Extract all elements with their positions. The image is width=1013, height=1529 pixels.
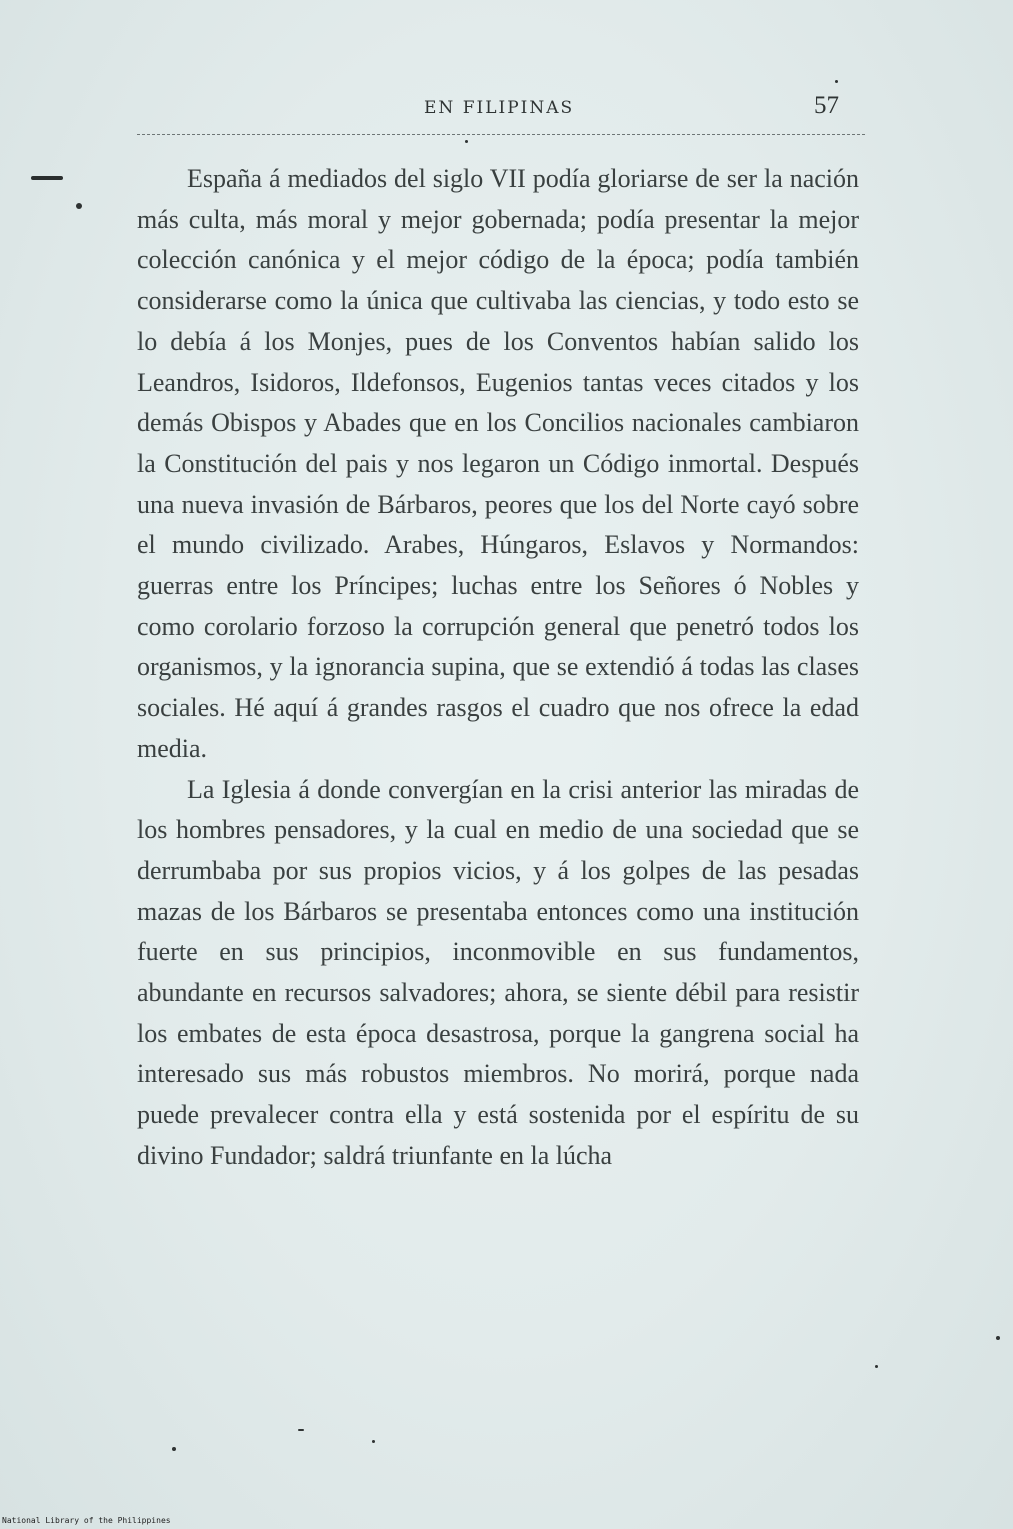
ink-speck (76, 203, 82, 209)
paragraph: La Iglesia á donde convergían en la crisi anterior las miradas de los hombres pensadores, y la cual en medio de una sociedad que se derrumbaba por sus propios vicios, y á los golpes de las pesadas mazas de los Bárbaros se presentaba entonces como una institución fuerte en sus principios, inconmovible en sus fundamentos, abundante en recursos salvadores; ahora, se siente débil para resistir los embates de esta época desastrosa, porque la gangrena social ha interesado sus más robustos miembros. No morirá, porque nada puede prevalecer contra ella y está sostenida por el espíritu de su divino Fundador; saldrá triunfante en la lúcha (137, 774, 859, 1170)
header-rule (137, 134, 865, 135)
running-head: EN FILIPINAS (424, 98, 575, 118)
body-text (137, 159, 859, 1177)
ink-speck (465, 140, 468, 143)
ink-speck (996, 1336, 1000, 1340)
page-number: 57 (814, 92, 839, 119)
margin-ink-mark (31, 176, 63, 180)
ink-speck (875, 1365, 878, 1368)
page-header (137, 94, 865, 134)
ink-speck (172, 1447, 176, 1451)
library-credit: National Library of the Philippines (2, 1516, 171, 1525)
ink-speck (298, 1429, 304, 1431)
ink-speck (835, 80, 838, 83)
ink-speck (372, 1440, 375, 1443)
paragraph: España á mediados del siglo VII podía gloriarse de ser la nación más culta, más moral y mejor gobernada; podía presentar la mejor colección canónica y el mejor código de la época; podía también considerarse como la única que cultivaba las ciencias, y todo esto se lo debía á los Monjes, pues de los Conventos habían salido los Leandros, Isidoros, Ildefonsos, Eugenios tantas veces citados y los demás Obispos y Abades que en los Concilios nacionales cambiaron la Constitución del pais y nos legaron un Código inmortal. Después una nueva invasión de Bárbaros, peores que los del Norte cayó sobre el mundo civilizado. Arabes, Húngaros, Eslavos y Normandos: guerras entre los Príncipes; luchas entre los Señores ó Nobles y como corolario forzoso la corrupción general que penetró todos los organismos, y la ignorancia supina, que se extendió á todas las clases sociales. Hé aquí á grandes rasgos el cuadro que nos ofrece la edad media. (137, 164, 859, 763)
